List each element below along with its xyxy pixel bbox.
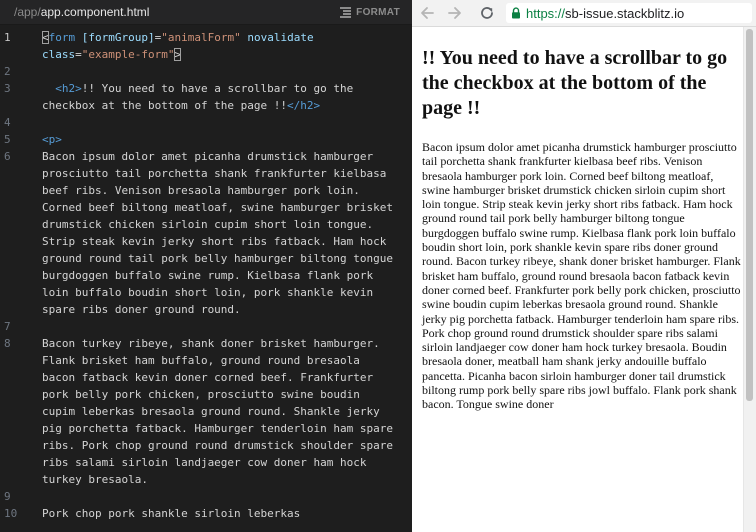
url-scheme: https:// xyxy=(526,5,566,21)
code-line-7 xyxy=(0,318,412,335)
code-line-3 xyxy=(0,80,412,114)
address-bar[interactable] xyxy=(506,3,752,23)
code-line-text xyxy=(42,488,398,505)
page-paragraph: Bacon ipsum dolor amet picanha drumstick hamburger prosciutto tail porchetta shank frankfurter kielbasa beef ribs. Venison bresaola hamburger pork loin. Corned beef biltong meatloaf, swine hamburger brisket drumstick chicken sirloin cupim short loin tongue. Strip steak kevin jerky short ribs fatback. Ham hock ground round tail pork belly hamburger biltong tongue burgdoggen buffalo swine rump. Kielbasa flank pork loin buffalo boudin short loin, pork shankle kevin spare ribs doner ground round. Bacon turkey ribeye, shank doner brisket hamburger. Flank brisket ham buffalo, ground round bresaola bacon fatback kevin doner corned beef. Frankfurter pork belly pork chicken, prosciutto swine boudin cupim leberkas bresaola ground round. Shankle jerky pig porchetta fatback. Hamburger tenderloin ham spare ribs. Pork chop ground round drumstick shoulder spare ribs salami sirloin landjaeger cow doner ham hock turkey bresaola. Boudin bresaola doner, meatball ham shank jerky andouille buffalo pancetta. Picanha bacon sirloin hamburger doner tail drumstick biltong rump pork belly spare ribs jowl buffalo. Flank pork shank bacon. Tongue swine doner xyxy=(422,140,741,412)
code-line-text xyxy=(42,29,398,63)
editor-tab-bar xyxy=(0,0,412,25)
format-lines-icon xyxy=(340,7,351,18)
line-number: 3 xyxy=(4,82,11,95)
code-token-attr: novalidate xyxy=(247,31,314,44)
code-line-8 xyxy=(0,335,412,488)
line-number: 2 xyxy=(4,65,11,78)
code-line-text xyxy=(42,63,398,80)
code-token-attr: [formGroup] xyxy=(81,31,155,44)
line-number: 1 xyxy=(4,31,11,44)
code-line-text xyxy=(42,131,398,148)
code-token-tag: <p> xyxy=(42,133,62,146)
browser-toolbar xyxy=(412,0,756,27)
code-token-eq: = xyxy=(154,31,162,44)
back-button[interactable] xyxy=(418,4,436,22)
bracket-match: > xyxy=(174,48,182,61)
code-line-6 xyxy=(0,148,412,318)
file-directory: /app/ xyxy=(14,5,41,19)
browser-preview-pane xyxy=(412,0,756,532)
arrow-right-icon xyxy=(446,4,464,22)
page-heading: !! You need to have a scrollbar to go the checkbox at the bottom of the page !! xyxy=(422,47,728,119)
code-line-text: Bacon ipsum dolor amet picanha drumstick hamburger prosciutto tail porchetta shank frankfurter kielbasa beef ribs. Venison bresaola hamburger pork loin. Corned beef biltong meatloaf, swine hamburger brisket drumstick chicken sirloin cupim short loin tongue. Strip steak kevin jerky short ribs fatback. Ham hock ground round tail pork belly hamburger biltong tongue burgdoggen buffalo swine rump. Kielbasa flank pork loin buffalo boudin short loin, pork shankle kevin spare ribs doner ground round. xyxy=(42,150,400,316)
line-number: 10 xyxy=(4,507,18,520)
format-button[interactable] xyxy=(340,5,400,19)
url-host: sb-issue.stackblitz.io xyxy=(565,5,685,21)
code-line-4 xyxy=(0,114,412,131)
code-line-text: Bacon turkey ribeye, shank doner brisket hamburger. Flank brisket ham buffalo, ground round bresaola bacon fatback kevin doner corned beef. Frankfurter pork belly pork chicken, prosciutto swine boudin cupim leberkas bresaola ground round. Shankle jerky pig porchetta fatback. Hamburger tenderloin ham spare ribs. Pork chop ground round drumstick shoulder spare ribs salami sirloin landjaeger cow doner ham hock turkey bresaola. xyxy=(42,337,400,486)
scrollbar-thumb[interactable] xyxy=(746,29,753,401)
code-line-1 xyxy=(0,29,412,63)
code-line-text xyxy=(42,114,398,131)
code-line-text xyxy=(42,80,398,114)
line-number: 6 xyxy=(4,150,11,163)
code-token-string: "example-form" xyxy=(81,48,175,61)
url-text xyxy=(526,6,684,21)
code-token-tag: form xyxy=(48,31,76,44)
code-line-9 xyxy=(0,488,412,505)
line-number: 8 xyxy=(4,337,11,350)
code-token-attr: class xyxy=(42,48,76,61)
reload-button[interactable] xyxy=(478,4,496,22)
code-line-text: Pork chop pork shankle sirloin leberkas xyxy=(42,507,301,520)
code-token-text: !! You need to have a scrollbar to go the checkbox at the bottom of the page !! xyxy=(42,82,360,112)
code-token-string: "animalForm" xyxy=(161,31,241,44)
line-number: 5 xyxy=(4,133,11,146)
line-number: 7 xyxy=(4,320,11,333)
bracket-match: < xyxy=(42,31,49,44)
code-area[interactable] xyxy=(0,29,412,522)
code-line-5 xyxy=(0,131,412,148)
forward-button[interactable] xyxy=(446,4,464,22)
code-indent xyxy=(42,82,55,95)
arrow-left-icon xyxy=(418,4,436,22)
rendered-page xyxy=(422,46,742,412)
code-line-text xyxy=(42,318,398,335)
format-label: FORMAT xyxy=(356,6,400,18)
file-path[interactable] xyxy=(14,4,149,20)
code-token-eq: = xyxy=(75,48,82,61)
code-token-tag: <h2> xyxy=(55,82,82,95)
file-name: app.component.html xyxy=(40,5,150,19)
line-number: 9 xyxy=(4,490,11,503)
line-number: 4 xyxy=(4,116,11,129)
reload-icon xyxy=(478,4,496,22)
code-line-10 xyxy=(0,505,412,522)
vertical-scrollbar[interactable] xyxy=(743,27,756,532)
code-token-tag: </h2> xyxy=(287,99,321,112)
lock-icon xyxy=(511,7,521,19)
code-line-2 xyxy=(0,63,412,80)
